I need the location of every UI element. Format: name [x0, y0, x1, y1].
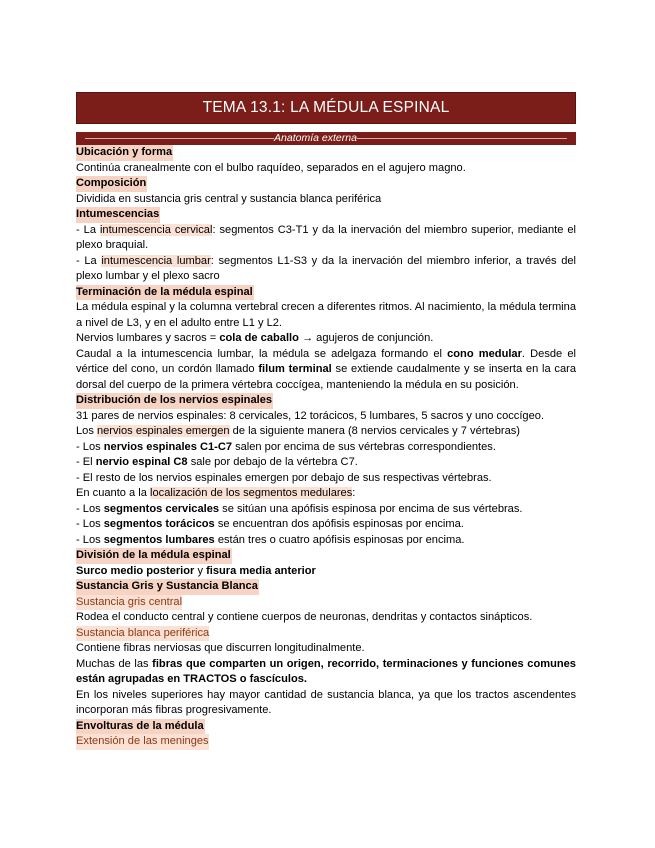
distribucion-line-5: - El resto de los nervios espinales emergen por debajo de sus respectivas vértebras. — [76, 471, 492, 484]
heading-envolturas: Envolturas de la médula — [76, 719, 205, 735]
heading-sustancia: Sustancia Gris y Sustancia Blanca — [76, 579, 259, 595]
niveles-paragraph: En los niveles superiores hay mayor cantidad de sustancia blanca, ya que los tractos ascendentes incorporan más fibras progresivamente. — [76, 688, 576, 716]
text-fragment: y — [194, 564, 207, 577]
bold-fragment: nervios espinales C1-C7 — [103, 440, 232, 453]
tractos-paragraph — [76, 657, 576, 688]
text-fragment: de la siguiente manera (8 nervios cervicales y 7 vértebras) — [229, 425, 520, 437]
subheading-meninges: Extensión de las meninges — [76, 734, 209, 750]
text-fragment: Nervios lumbares y sacros = — [76, 332, 220, 344]
highlight-intumescencia-cervical: intumescencia cervical — [99, 223, 213, 236]
terminacion-paragraph-3 — [76, 347, 576, 394]
heading-intumescencias: Intumescencias — [76, 207, 160, 223]
document-body — [76, 145, 576, 750]
text-fragment: Caudal a la intumescencia lumbar, la médula se adelgaza formando el — [76, 347, 448, 360]
distribucion-line-9 — [76, 533, 576, 549]
bold-cola-de-caballo: cola de caballo — [219, 332, 299, 344]
terminacion-paragraph-2 — [76, 331, 576, 347]
text-fragment: - Los — [76, 518, 104, 530]
bold-fragment: fisura media anterior — [206, 564, 316, 577]
bold-fragment: segmentos lumbares — [103, 533, 215, 546]
distribucion-line-4 — [76, 455, 576, 471]
text-fragment: - La — [76, 254, 102, 267]
distribucion-line-3 — [76, 440, 576, 456]
text-fragment: se encuentran dos apófisis espinosas por encima. — [214, 518, 464, 530]
text-fragment: - El — [76, 456, 96, 468]
text-fragment: se extiende caudalmente y se inserta en la cara dorsal del cuerpo de la primera vértebra coccígea, manteniendo la médula en su posición. — [76, 363, 576, 391]
heading-ubicacion: Ubicación y forma — [76, 145, 173, 161]
bold-fragment: nervio espinal C8 — [95, 456, 188, 468]
highlight-intumescencia-lumbar: intumescencia lumbar — [101, 254, 211, 267]
page-title: TEMA 13.1: LA MÉDULA ESPINAL — [76, 92, 576, 124]
text-fragment: → agujeros de conjunción. — [298, 332, 434, 344]
text-fragment: . Desde el vértice del cono, un cordón llamado — [76, 347, 576, 375]
terminacion-paragraph-1: La médula espinal y la columna vertebral crecen a diferentes ritmos. Al nacimiento, la médula termina a nivel de L3, y en el adulto entre L1 y L2. — [76, 301, 576, 329]
distribucion-line-6 — [76, 486, 576, 502]
highlight-nervios-emergen: nervios espinales emergen — [96, 425, 230, 437]
distribucion-line-1: 31 pares de nervios espinales: 8 cervicales, 12 torácicos, 5 lumbares, 5 sacros y uno coccígeo. — [76, 409, 545, 422]
heading-composicion: Composición — [76, 176, 147, 192]
ubicacion-text: Continúa cranealmente con el bulbo raquídeo, separados en el agujero magno. — [76, 161, 466, 174]
text-fragment: - Los — [76, 440, 104, 453]
subheading-sustancia-gris: Sustancia gris central — [76, 595, 182, 611]
section-divider: ——————————————————Anatomía externa———————————————————— — [76, 132, 576, 145]
subheading-sustancia-blanca: Sustancia blanca periférica — [76, 626, 209, 642]
heading-division: División de la médula espinal — [76, 548, 232, 564]
bold-filum-terminal: filum terminal — [258, 363, 332, 375]
intumescencia-cervical-paragraph — [76, 223, 576, 254]
distribucion-line-7 — [76, 502, 576, 518]
bold-fragment: segmentos cervicales — [103, 502, 220, 515]
text-fragment: están tres o cuatro apófisis espinosas por encima. — [214, 533, 465, 546]
text-fragment: : segmentos L1-S3 y da la inervación del miembro inferior, a través del plexo lumbar y el plexo sacro — [76, 254, 577, 282]
bold-fragment: segmentos torácicos — [103, 518, 215, 530]
highlight-localizacion-segmentos: localización de los segmentos medulares — [150, 487, 353, 499]
text-fragment: : — [352, 487, 356, 499]
text-fragment: Los — [76, 425, 97, 437]
division-text — [76, 564, 576, 580]
bold-fragment: Surco medio posterior — [76, 564, 195, 577]
sustancia-blanca-text: Contiene fibras nerviosas que discurren longitudinalmente. — [76, 642, 365, 654]
bold-cono-medular: cono medular — [447, 347, 522, 360]
text-fragment: - La — [76, 223, 100, 236]
text-fragment: Muchas de las — [76, 657, 153, 670]
heading-terminacion: Terminación de la médula espinal — [76, 285, 254, 301]
heading-distribucion: Distribución de los nervios espinales — [76, 393, 273, 409]
text-fragment: se sitúan una apófisis espinosa por encima de sus vértebras. — [219, 502, 523, 515]
text-fragment: : segmentos C3-T1 y da la inervación del miembro superior, mediante el plexo braquial. — [76, 223, 576, 251]
distribucion-line-8 — [76, 517, 576, 533]
text-fragment: salen por encima de sus vértebras correspondientes. — [232, 440, 496, 453]
bold-tractos: fibras que comparten un origen, recorrido, terminaciones y funciones comunes están agrupadas en TRACTOS o fascículos. — [76, 657, 576, 685]
intumescencia-lumbar-paragraph — [76, 254, 576, 285]
sustancia-gris-text: Rodea el conducto central y contiene cuerpos de neuronas, dendritas y contactos sinápticos. — [76, 611, 533, 623]
composicion-text: Dividida en sustancia gris central y sustancia blanca periférica — [76, 192, 382, 205]
distribucion-line-2 — [76, 424, 576, 440]
text-fragment: - Los — [76, 533, 104, 546]
document-page — [76, 92, 576, 750]
text-fragment: sale por debajo de la vértebra C7. — [187, 456, 358, 468]
text-fragment: En cuanto a la — [76, 487, 151, 499]
text-fragment: - Los — [76, 502, 104, 515]
